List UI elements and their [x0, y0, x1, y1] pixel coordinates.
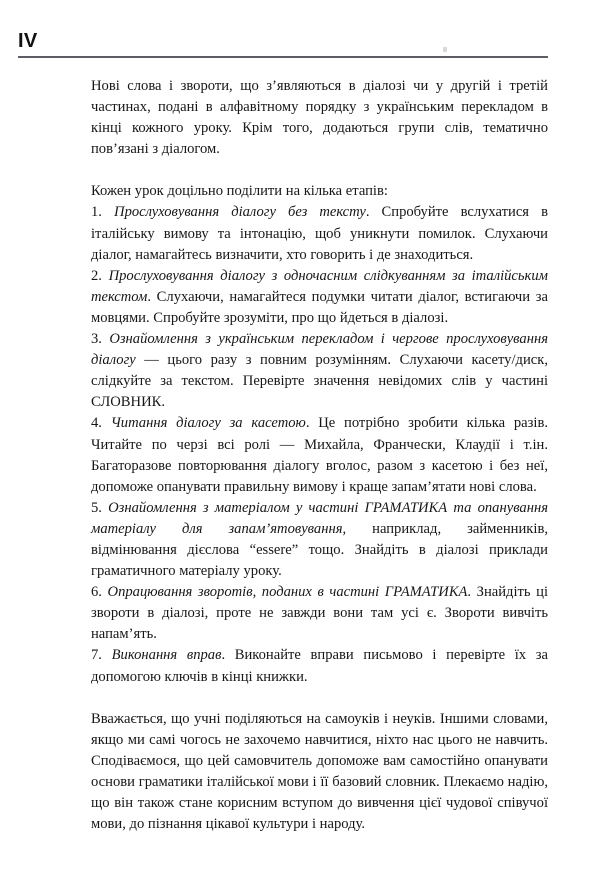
lead-in-paragraph: Кожен урок доцільно поділити на кілька етапів:: [91, 183, 388, 200]
step-title: Читання діалогу за касетою: [110, 415, 306, 432]
running-head: [18, 30, 548, 60]
step-text: — цього разу з повним розумінням. Слухаючи касету/диск, слідкуйте за текстом. Перевірте значення невідомих слів у частині СЛОВНИК.: [91, 352, 548, 411]
step-title: Ознайомлення з матеріалом у частині ГРАМАТИКА та опанування матеріалу для запам’ятовування: [91, 499, 548, 537]
step-item-2: [91, 266, 548, 329]
step-number: 3.: [91, 331, 102, 348]
step-number: 1.: [91, 204, 102, 221]
step-number: 7.: [91, 647, 102, 664]
step-text: . Це потрібно зробити кілька разів. Читайте по черзі всі ролі — Михайла, Франчески, Клаудії і т.ін. Багаторазове повторювання діалогу вголос, разом з касетою і без неї, допоможе опанувати правильну вимову і краще запам’ятати нові слова.: [91, 415, 548, 495]
step-number: 5.: [91, 499, 102, 516]
step-title: Прослуховування діалогу з одночасним слідкуванням за італійським текстом: [91, 267, 548, 305]
step-title: Опрацювання зворотів, поданих в частині ГРАМАТИКА: [107, 584, 468, 601]
step-item-5: [91, 498, 548, 582]
step-text: . Виконайте вправи письмово і перевірте їх за допомогою ключів в кінці книжки.: [91, 647, 549, 685]
step-title: Прослуховування діалогу без тексту: [114, 204, 366, 221]
header-rule: [18, 56, 548, 58]
step-number: 4.: [91, 415, 102, 432]
step-item-6: [91, 582, 548, 645]
page-number: IV: [18, 30, 38, 52]
step-text: , наприклад, займенників, відмінювання дієслова “essere” тощо. Знайдіть в діалозі приклади граматичного матеріалу уроку.: [91, 520, 548, 580]
step-item-7: [91, 645, 548, 687]
step-text: . Спробуйте вслухатися в італійську вимову та інтонацію, щоб уникнути помилок. Слухаючи діалог, намагайтесь визначити, хто говорить і де знаходиться.: [91, 204, 548, 263]
step-item-3: [91, 329, 548, 413]
text-column: [91, 76, 548, 835]
step-item-4: [91, 413, 548, 497]
step-title: Ознайомлення з українським перекладом і чергове прослуховування діалогу: [91, 331, 548, 369]
step-text: . Знайдіть ці звороти в діалозі, проте не завжди вони там усі є. Звороти вивчіть напам’ять.: [91, 584, 548, 643]
step-text: . Слухаючи, намагайтеся подумки читати діалог, встигаючи за мовцями. Спробуйте зрозуміти, про що йдеться в діалозі.: [91, 288, 548, 326]
scan-speck: [443, 47, 447, 52]
step-number: 2.: [91, 267, 102, 284]
conclusion-paragraph: Вважається, що учні поділяються на самоуків і неуків. Іншими словами, якщо ми самі чогось не захочемо навчитися, ніхто нас цього не навчить. Сподіваємося, що цей самовчитель допоможе вам самостійно опанувати основи граматики італійської мови і її базовий словник. Плекаємо надію, що він також стане корисним вступом до вивчення цієї чудової співучої мови, до пізнання цікавої культури і народу.: [91, 710, 548, 833]
intro-paragraph: Нові слова і звороти, що з’являються в діалозі чи у другій і третій частинах, подані в алфавітному порядку з українським перекладом в кінці кожного уроку. Крім того, додаються групи слів, тематично пов’язані з діалогом.: [91, 78, 548, 158]
step-title: Виконання вправ: [111, 647, 222, 664]
step-number: 6.: [91, 584, 102, 601]
step-item-1: [91, 202, 548, 265]
